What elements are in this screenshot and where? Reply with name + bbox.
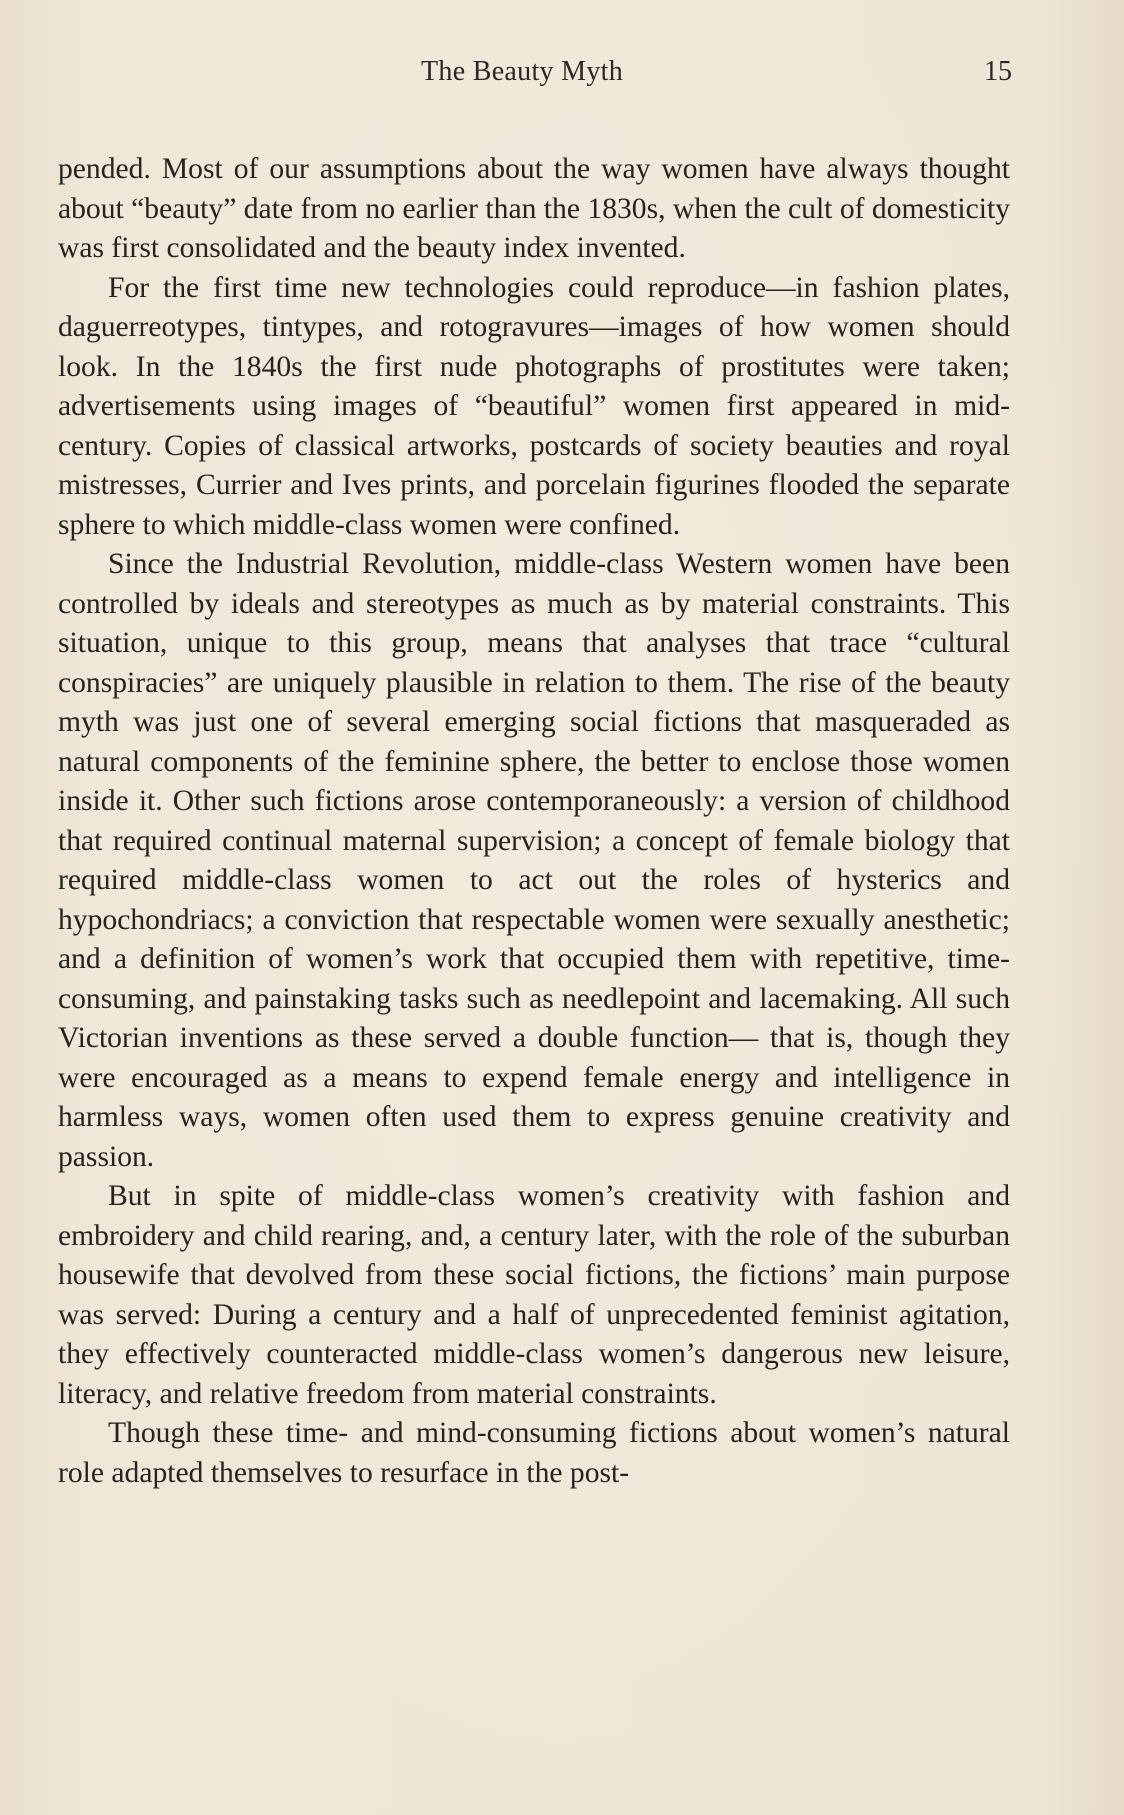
paragraph-1: pended. Most of our assumptions about the way women have always thought about “beauty” date from no earlier than the 1830s, when the cult of domesticity was first consolidated and the beauty index invented. xyxy=(58,153,1010,264)
paragraph-3: Since the Industrial Revolution, middle-class Western women have been controlled by ideals and stereotypes as much as by material constraints. This situation, unique to this group, means that analyses that trace “cultural conspiracies” are uniquely plausible in relation to them. The rise of the beauty myth was just one of several emerging social fictions that masqueraded as natural components of the feminine sphere, the better to enclose those women inside it. Other such fictions arose contemporaneously: a version of childhood that required continual maternal supervision; a concept of female biology that required middle-class women to act out the roles of hysterics and hypochondriacs; a conviction that respectable women were sexually anesthetic; and a definition of women’s work that occupied them with repetitive, time-consuming, and painstaking tasks such as needlepoint and lacemaking. All such Victorian inventions as these served a double function— that is, though they were encouraged as a means to expend female energy and intelligence in harmless ways, women often used them to express genuine creativity and passion. xyxy=(58,548,1010,1173)
paragraph-5: Though these time- and mind-consuming fictions about women’s natural role adapted themselves to resurface in the post- xyxy=(58,1417,1010,1489)
body-text xyxy=(58,150,1010,1493)
running-title: The Beauty Myth xyxy=(421,56,624,87)
running-head xyxy=(0,56,1124,96)
page-number: 15 xyxy=(984,56,1012,87)
paragraph-2: For the first time new technologies could reproduce—in fashion plates, daguerreotypes, tintypes, and rotogravures—images of how women should look. In the 1840s the first nude photographs of prostitutes were taken; advertisements using images of “beautiful” women first appeared in mid-century. Copies of classical artworks, postcards of society beauties and royal mistresses, Currier and Ives prints, and porcelain figurines flooded the separate sphere to which middle-class women were confined. xyxy=(58,271,1010,541)
paragraph-4: But in spite of middle-class women’s creativity with fashion and embroidery and child rearing, and, a century later, with the role of the suburban housewife that devolved from these social fictions, the fictions’ main purpose was served: During a century and a half of unprecedented feminist agitation, they effectively counteracted middle-class women’s dangerous new leisure, literacy, and relative freedom from material constraints. xyxy=(58,1180,1010,1410)
